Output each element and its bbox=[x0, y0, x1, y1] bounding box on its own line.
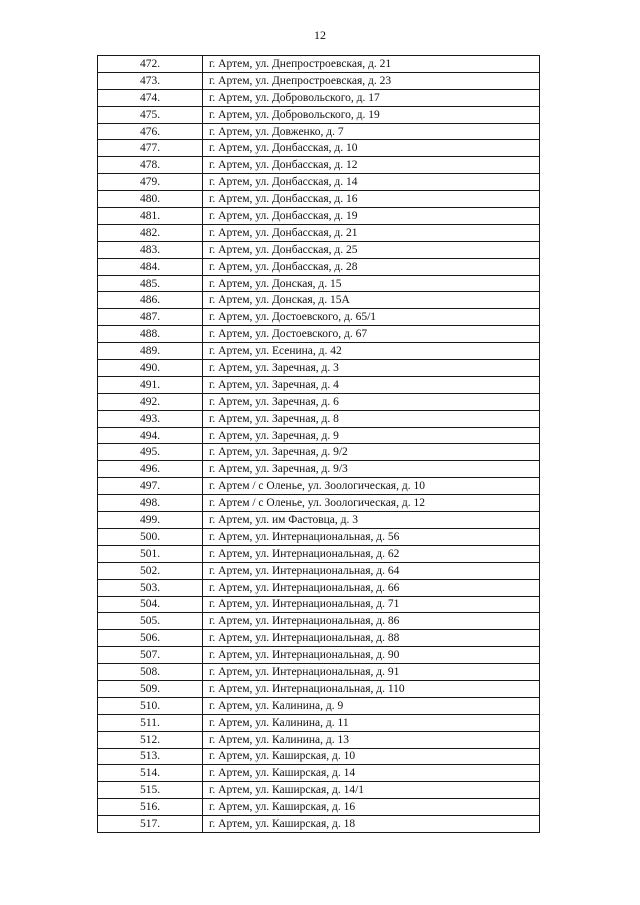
row-number-cell: 478. bbox=[98, 157, 203, 174]
table-row bbox=[98, 495, 540, 512]
table-row bbox=[98, 630, 540, 647]
table-row bbox=[98, 275, 540, 292]
table-row bbox=[98, 427, 540, 444]
address-cell: г. Артем, ул. Заречная, д. 9/3 bbox=[203, 461, 540, 478]
table-row bbox=[98, 647, 540, 664]
address-cell: г. Артем, ул. Интернациональная, д. 56 bbox=[203, 528, 540, 545]
row-number-cell: 472. bbox=[98, 56, 203, 73]
address-cell: г. Артем, ул. Калинина, д. 11 bbox=[203, 714, 540, 731]
row-number-cell: 475. bbox=[98, 106, 203, 123]
table-row bbox=[98, 309, 540, 326]
table-row bbox=[98, 579, 540, 596]
table-row bbox=[98, 89, 540, 106]
address-table-body bbox=[98, 56, 540, 833]
address-cell: г. Артем / с Оленье, ул. Зоологическая, д. 12 bbox=[203, 495, 540, 512]
row-number-cell: 513. bbox=[98, 748, 203, 765]
table-row bbox=[98, 731, 540, 748]
row-number-cell: 494. bbox=[98, 427, 203, 444]
table-row bbox=[98, 360, 540, 377]
address-cell: г. Артем, ул. Донбасская, д. 14 bbox=[203, 174, 540, 191]
row-number-cell: 510. bbox=[98, 697, 203, 714]
address-cell: г. Артем, ул. Каширская, д. 14/1 bbox=[203, 782, 540, 799]
table-row bbox=[98, 258, 540, 275]
row-number-cell: 477. bbox=[98, 140, 203, 157]
row-number-cell: 485. bbox=[98, 275, 203, 292]
address-cell: г. Артем, ул. Достоевского, д. 65/1 bbox=[203, 309, 540, 326]
row-number-cell: 498. bbox=[98, 495, 203, 512]
address-cell: г. Артем, ул. Добровольского, д. 17 bbox=[203, 89, 540, 106]
row-number-cell: 503. bbox=[98, 579, 203, 596]
address-cell: г. Артем, ул. Заречная, д. 4 bbox=[203, 376, 540, 393]
address-cell: г. Артем, ул. Донбасская, д. 10 bbox=[203, 140, 540, 157]
address-cell: г. Артем, ул. Довженко, д. 7 bbox=[203, 123, 540, 140]
row-number-cell: 496. bbox=[98, 461, 203, 478]
row-number-cell: 506. bbox=[98, 630, 203, 647]
table-row bbox=[98, 461, 540, 478]
row-number-cell: 481. bbox=[98, 208, 203, 225]
table-row bbox=[98, 545, 540, 562]
table-row bbox=[98, 72, 540, 89]
table-row bbox=[98, 562, 540, 579]
table-row bbox=[98, 528, 540, 545]
address-cell: г. Артем, ул. Есенина, д. 42 bbox=[203, 343, 540, 360]
address-cell: г. Артем, ул. Интернациональная, д. 62 bbox=[203, 545, 540, 562]
address-cell: г. Артем, ул. Интернациональная, д. 64 bbox=[203, 562, 540, 579]
row-number-cell: 473. bbox=[98, 72, 203, 89]
row-number-cell: 505. bbox=[98, 613, 203, 630]
table-row bbox=[98, 799, 540, 816]
table-row bbox=[98, 444, 540, 461]
row-number-cell: 488. bbox=[98, 326, 203, 343]
row-number-cell: 492. bbox=[98, 393, 203, 410]
address-cell: г. Артем, ул. Каширская, д. 14 bbox=[203, 765, 540, 782]
address-cell: г. Артем, ул. Каширская, д. 18 bbox=[203, 816, 540, 833]
row-number-cell: 509. bbox=[98, 680, 203, 697]
table-row bbox=[98, 106, 540, 123]
table-row bbox=[98, 393, 540, 410]
row-number-cell: 476. bbox=[98, 123, 203, 140]
address-cell: г. Артем, ул. Заречная, д. 9/2 bbox=[203, 444, 540, 461]
table-row bbox=[98, 174, 540, 191]
row-number-cell: 493. bbox=[98, 410, 203, 427]
address-cell: г. Артем, ул. Донбасская, д. 25 bbox=[203, 241, 540, 258]
address-cell: г. Артем, ул. Каширская, д. 10 bbox=[203, 748, 540, 765]
row-number-cell: 515. bbox=[98, 782, 203, 799]
address-table bbox=[97, 55, 540, 833]
address-cell: г. Артем, ул. Днепростроевская, д. 23 bbox=[203, 72, 540, 89]
table-row bbox=[98, 224, 540, 241]
row-number-cell: 511. bbox=[98, 714, 203, 731]
row-number-cell: 508. bbox=[98, 664, 203, 681]
table-row bbox=[98, 343, 540, 360]
table-row bbox=[98, 664, 540, 681]
address-cell: г. Артем, ул. им Фастовца, д. 3 bbox=[203, 512, 540, 529]
table-row bbox=[98, 208, 540, 225]
row-number-cell: 514. bbox=[98, 765, 203, 782]
table-row bbox=[98, 816, 540, 833]
row-number-cell: 516. bbox=[98, 799, 203, 816]
address-cell: г. Артем, ул. Интернациональная, д. 88 bbox=[203, 630, 540, 647]
row-number-cell: 517. bbox=[98, 816, 203, 833]
table-row bbox=[98, 782, 540, 799]
address-cell: г. Артем, ул. Калинина, д. 9 bbox=[203, 697, 540, 714]
address-cell: г. Артем, ул. Донская, д. 15А bbox=[203, 292, 540, 309]
row-number-cell: 491. bbox=[98, 376, 203, 393]
address-cell: г. Артем, ул. Заречная, д. 6 bbox=[203, 393, 540, 410]
address-cell: г. Артем, ул. Донская, д. 15 bbox=[203, 275, 540, 292]
table-row bbox=[98, 123, 540, 140]
page-number: 12 bbox=[314, 28, 326, 42]
table-row bbox=[98, 613, 540, 630]
row-number-cell: 489. bbox=[98, 343, 203, 360]
table-row bbox=[98, 326, 540, 343]
address-cell: г. Артем, ул. Каширская, д. 16 bbox=[203, 799, 540, 816]
address-cell: г. Артем, ул. Донбасская, д. 16 bbox=[203, 191, 540, 208]
address-cell: г. Артем, ул. Интернациональная, д. 110 bbox=[203, 680, 540, 697]
table-row bbox=[98, 714, 540, 731]
address-cell: г. Артем, ул. Интернациональная, д. 86 bbox=[203, 613, 540, 630]
address-cell: г. Артем, ул. Донбасская, д. 28 bbox=[203, 258, 540, 275]
table-row bbox=[98, 697, 540, 714]
row-number-cell: 512. bbox=[98, 731, 203, 748]
row-number-cell: 504. bbox=[98, 596, 203, 613]
address-cell: г. Артем, ул. Днепростроевская, д. 21 bbox=[203, 56, 540, 73]
row-number-cell: 490. bbox=[98, 360, 203, 377]
table-row bbox=[98, 410, 540, 427]
address-cell: г. Артем, ул. Заречная, д. 9 bbox=[203, 427, 540, 444]
address-cell: г. Артем, ул. Заречная, д. 8 bbox=[203, 410, 540, 427]
row-number-cell: 483. bbox=[98, 241, 203, 258]
table-row bbox=[98, 596, 540, 613]
table-row bbox=[98, 478, 540, 495]
row-number-cell: 486. bbox=[98, 292, 203, 309]
row-number-cell: 499. bbox=[98, 512, 203, 529]
row-number-cell: 507. bbox=[98, 647, 203, 664]
table-row bbox=[98, 292, 540, 309]
row-number-cell: 479. bbox=[98, 174, 203, 191]
address-cell: г. Артем, ул. Калинина, д. 13 bbox=[203, 731, 540, 748]
row-number-cell: 497. bbox=[98, 478, 203, 495]
address-cell: г. Артем, ул. Донбасская, д. 19 bbox=[203, 208, 540, 225]
table-row bbox=[98, 748, 540, 765]
address-cell: г. Артем, ул. Донбасская, д. 21 bbox=[203, 224, 540, 241]
table-row bbox=[98, 191, 540, 208]
address-cell: г. Артем / с Оленье, ул. Зоологическая, д. 10 bbox=[203, 478, 540, 495]
table-row bbox=[98, 56, 540, 73]
address-cell: г. Артем, ул. Заречная, д. 3 bbox=[203, 360, 540, 377]
row-number-cell: 480. bbox=[98, 191, 203, 208]
row-number-cell: 487. bbox=[98, 309, 203, 326]
table-row bbox=[98, 140, 540, 157]
address-cell: г. Артем, ул. Добровольского, д. 19 bbox=[203, 106, 540, 123]
table-row bbox=[98, 765, 540, 782]
row-number-cell: 502. bbox=[98, 562, 203, 579]
row-number-cell: 484. bbox=[98, 258, 203, 275]
row-number-cell: 501. bbox=[98, 545, 203, 562]
row-number-cell: 500. bbox=[98, 528, 203, 545]
row-number-cell: 495. bbox=[98, 444, 203, 461]
table-row bbox=[98, 512, 540, 529]
row-number-cell: 474. bbox=[98, 89, 203, 106]
row-number-cell: 482. bbox=[98, 224, 203, 241]
address-cell: г. Артем, ул. Донбасская, д. 12 bbox=[203, 157, 540, 174]
address-cell: г. Артем, ул. Интернациональная, д. 91 bbox=[203, 664, 540, 681]
table-row bbox=[98, 241, 540, 258]
address-cell: г. Артем, ул. Интернациональная, д. 71 bbox=[203, 596, 540, 613]
address-cell: г. Артем, ул. Интернациональная, д. 66 bbox=[203, 579, 540, 596]
table-row bbox=[98, 376, 540, 393]
address-cell: г. Артем, ул. Интернациональная, д. 90 bbox=[203, 647, 540, 664]
table-row bbox=[98, 157, 540, 174]
address-cell: г. Артем, ул. Достоевского, д. 67 bbox=[203, 326, 540, 343]
table-row bbox=[98, 680, 540, 697]
